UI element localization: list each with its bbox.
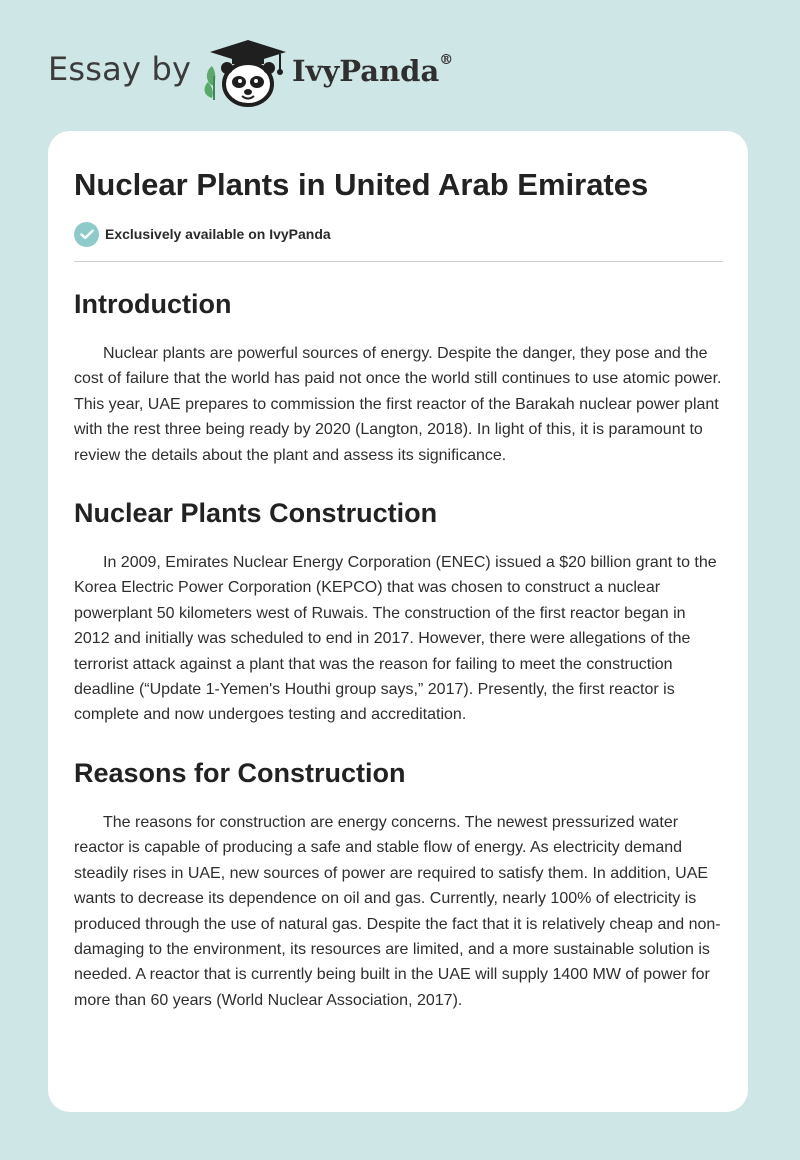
badge-label: Exclusively available on IvyPanda xyxy=(105,226,331,242)
section-paragraph: Nuclear plants are powerful sources of energy. Despite the danger, they pose and the cost of failure that the world has paid not once the world still continues to use atomic power. This year, UAE prepares to commission the first reactor of the Barakah nuclear power plant with the rest three being ready by 2020 (Langton, 2018). In light of this, it is paramount to review the details about the plant and assess its significance. xyxy=(74,345,722,464)
essay-card xyxy=(48,131,748,1112)
essay-body xyxy=(74,279,724,1033)
brand-label: IvyPanda xyxy=(292,54,440,88)
section-heading: Reasons for Construction xyxy=(74,757,406,788)
section-heading: Nuclear Plants Construction xyxy=(74,498,438,529)
panda-graduate-icon[interactable] xyxy=(200,36,290,108)
exclusive-badge xyxy=(74,221,331,247)
title-divider xyxy=(74,261,723,262)
section-construction xyxy=(74,488,724,728)
brand-name[interactable] xyxy=(292,54,453,88)
section-paragraph: The reasons for construction are energy concerns. The newest pressurized water reactor is capable of producing a safe and stable flow of energy. As electricity demand steadily rises in UAE, new sources of power are required to satisfy them. In addition, UAE wants to decrease its dependence on oil and gas. Currently, nearly 100% of electricity is produced through the use of natural gas. Despite the fact that it is relatively cheap and non-damaging to the environment, its resources are limited, and a more sustainable solution is needed. A reactor that is currently being built in the UAE will supply 1400 MW of power for more than 60 years (World Nuclear Association, 2017). xyxy=(74,813,721,1009)
section-reasons xyxy=(74,748,724,1013)
section-heading: Introduction xyxy=(74,289,232,319)
check-circle-icon xyxy=(74,222,99,247)
site-header xyxy=(0,0,800,130)
section-introduction xyxy=(74,279,724,468)
section-paragraph: In 2009, Emirates Nuclear Energy Corporation (ENEC) issued a $20 billion grant to the Korea Electric Power Corporation (KEPCO) that was chosen to construct a nuclear powerplant 50 kilometers west of Ruwais. The construction of the first reactor began in 2012 and initially was scheduled to end in 2017. However, there were allegations of the terrorist attack against a plant that was the reason for failing to meet the construction deadline (“Update 1-Yemen's Houthi group says,” 2017). Presently, the first reactor is complete and now undergoes testing and accreditation. xyxy=(74,554,717,724)
page-title: Nuclear Plants in United Arab Emirates xyxy=(74,167,649,202)
essay-by-label: Essay by xyxy=(48,50,192,88)
registered-mark: ® xyxy=(439,52,454,68)
